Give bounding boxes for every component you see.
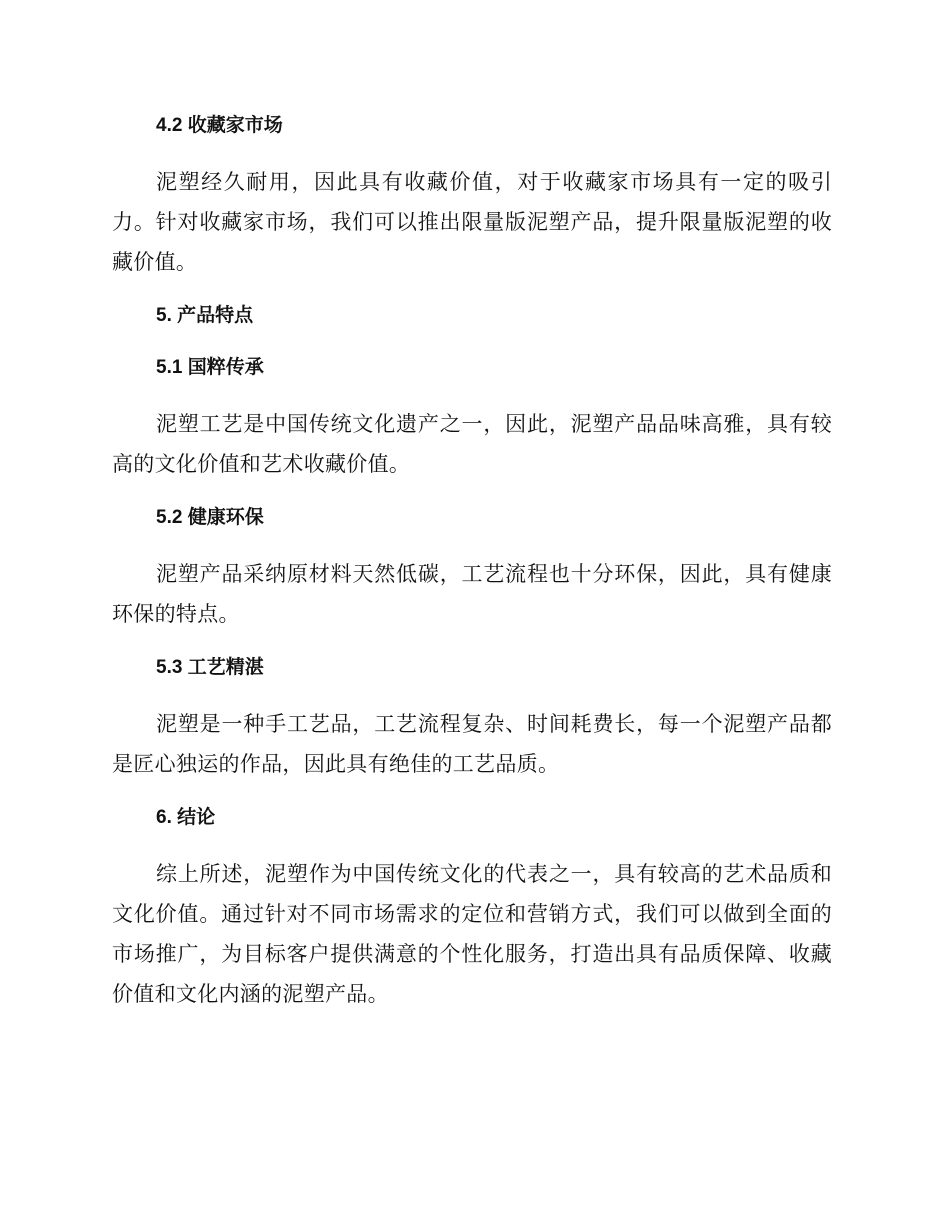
section-heading-conclusion: 6. 结论 xyxy=(156,807,216,828)
section-heading-collector-market: 4.2 收藏家市场 xyxy=(156,115,283,136)
section-body-national-heritage: 泥塑工艺是中国传统文化遗产之一，因此，泥塑产品品味高雅，具有较高的文化价值和艺术收藏价值。 xyxy=(112,412,832,476)
document-body xyxy=(112,110,832,1032)
section-body-collector-market: 泥塑经久耐用，因此具有收藏价值，对于收藏家市场具有一定的吸引力。针对收藏家市场，我们可以推出限量版泥塑产品，提升限量版泥塑的收藏价值。 xyxy=(112,170,832,274)
section-heading-craftsmanship: 5.3 工艺精湛 xyxy=(156,657,264,678)
section-body-conclusion: 综上所述，泥塑作为中国传统文化的代表之一，具有较高的艺术品质和文化价值。通过针对不同市场需求的定位和营销方式，我们可以做到全面的市场推广，为目标客户提供满意的个性化服务，打造出具有品质保障、收藏价值和文化内涵的泥塑产品。 xyxy=(112,862,832,1006)
section-body-craftsmanship: 泥塑是一种手工艺品，工艺流程复杂、时间耗费长，每一个泥塑产品都是匠心独运的作品，因此具有绝佳的工艺品质。 xyxy=(112,712,832,776)
section-body-eco-friendly: 泥塑产品采纳原材料天然低碳，工艺流程也十分环保，因此，具有健康环保的特点。 xyxy=(112,562,832,626)
section-heading-product-features: 5. 产品特点 xyxy=(156,305,254,326)
section-heading-national-heritage: 5.1 国粹传承 xyxy=(156,357,264,378)
section-heading-eco-friendly: 5.2 健康环保 xyxy=(156,507,264,528)
